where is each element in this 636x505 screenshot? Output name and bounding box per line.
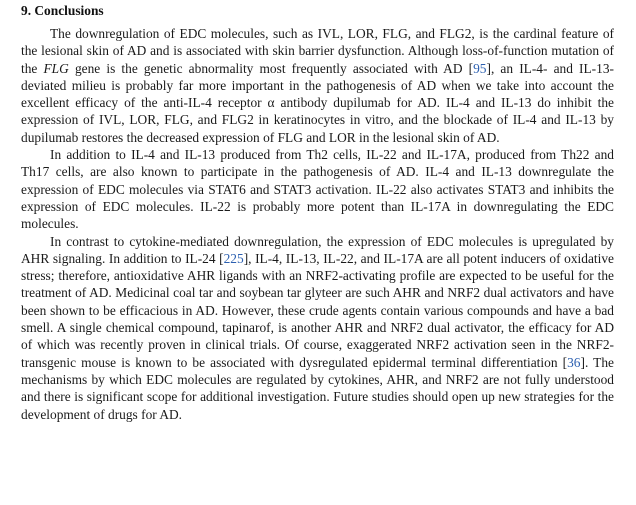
citation-link[interactable]: 95 [473, 60, 487, 76]
paragraph-text: ], IL-4, IL-13, IL-22, and IL-17A are all potent inducers of oxidative stress; therefore, antioxidative AHR ligands with an NRF2-activating profile are expected to be useful for the treatment of AD. Medicinal coal tar and soybean tar glyteer are such AHR and NRF2 dual activators and have been shown to be efficacious in AD. However, these crude agents contain various compounds and have a bad smell. A single chemical compound, tapinarof, is another AHR and NRF2 dual activator, the efficacy for AD of which was recently proven in clinical trials. Of course, exaggerated NRF2 activation seen in the NRF2-transgenic mouse is known to be associated with dysregulated epidermal terminal differentiation [ [21, 250, 614, 370]
paragraph-text: ]. The mechanisms by which EDC molecules are regulated by cytokines, AHR, and NRF2 are not fully understood and there is significant scope for additional investigation. Future studies should open up new strategies for the development of drugs for AD. [21, 354, 615, 422]
paragraph-2 [21, 146, 614, 232]
article-page [21, 3, 614, 423]
paragraph-text: The downregulation of EDC molecules, such as IVL, LOR, FLG, and FLG2, is the cardinal feature of the lesional skin of AD and is associated with skin barrier dysfunction. Although loss-of-function mutation of the [21, 26, 614, 76]
paragraph-text: In contrast to cytokine-mediated downregulation, the expression of EDC molecules is upregulated by AHR signaling. In addition to IL-24 [ [21, 233, 614, 266]
paragraph-text: ], an IL-4- and IL-13-deviated milieu is probably far more important in the pathogenesis of AD when we take into account the excellent efficacy of the anti-IL-4 receptor α antibody dupilumab for AD. IL-4 and IL-13 do inhibit the expression of IVL, LOR, FLG, and FLG2 in keratinocytes in vitro, and the blockade of IL-4 and IL-13 by dupilumab restores the decreased expression of FLG and LOR in the lesional skin of AD. [21, 60, 614, 145]
citation-link[interactable]: 225 [223, 250, 244, 266]
gene-name: FLG [43, 60, 69, 76]
paragraph-text: gene is the genetic abnormality most frequently associated with AD [ [68, 60, 474, 76]
paragraph-text: In addition to IL-4 and IL-13 produced from Th2 cells, IL-22 and IL-17A, produced from Th22 and Th17 cells, are also known to participate in the pathogenesis of AD. IL-4 and IL-13 downregulate the expression of EDC molecules via STAT6 and STAT3 activation. IL-22 also activates STAT3 and inhibits the expression of EDC molecules. IL-22 is probably more potent than IL-17A in downregulating the EDC molecules. [21, 147, 614, 232]
citation-link[interactable]: 36 [567, 354, 581, 370]
paragraph-3 [21, 233, 614, 423]
section-heading: 9. Conclusions [21, 3, 104, 18]
paragraph-1 [21, 25, 614, 146]
